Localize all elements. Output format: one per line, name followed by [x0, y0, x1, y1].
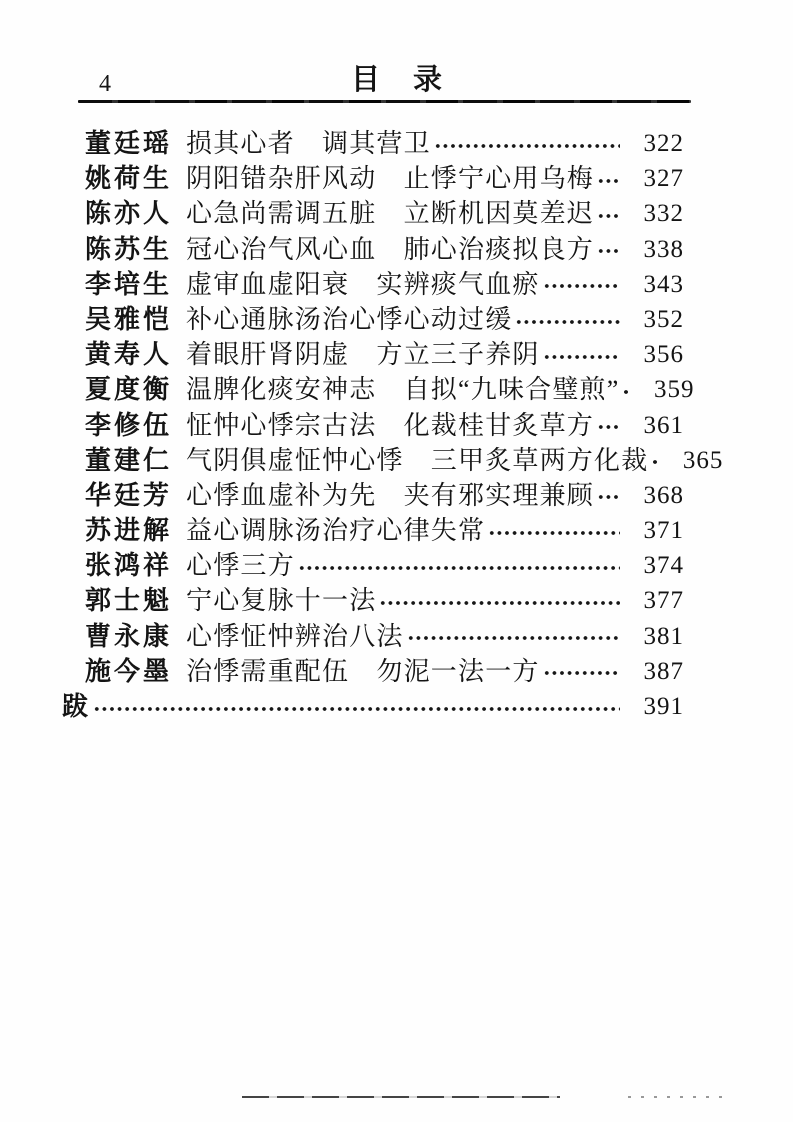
dot-leader — [597, 178, 620, 184]
toc-row — [62, 478, 684, 513]
dot-leader — [597, 494, 620, 500]
entry-title: 心急尚需调五脏 立断机因莫差迟 — [186, 199, 595, 229]
entry-title: 宁心复脉十一法 — [186, 586, 377, 616]
dot-leader — [379, 600, 620, 606]
dot-leader — [434, 143, 620, 149]
dot-leader — [597, 248, 620, 254]
entry-page-number: 371 — [643, 517, 684, 545]
author-name: 夏度衡 — [85, 375, 173, 405]
dot-leader — [622, 389, 630, 395]
entry-page-number: 352 — [643, 305, 684, 333]
author-name: 董廷瑶 — [85, 129, 173, 158]
toc-row — [62, 513, 684, 548]
entry-page-number: 343 — [643, 270, 684, 298]
entry-title: 治悸需重配伍 勿泥一法一方 — [186, 656, 540, 686]
dot-leader — [543, 283, 620, 289]
toc-row — [62, 689, 684, 724]
entry-title: 着眼肝肾阴虚 方立三子养阴 — [186, 340, 540, 370]
toc-row — [62, 232, 684, 267]
entry-title: 益心调脉汤治疗心律失常 — [186, 516, 486, 546]
entry-title: 气阴俱虚怔忡心悸 三甲炙草两方化裁 — [186, 445, 649, 475]
dot-leader — [651, 459, 659, 465]
dot-leader — [407, 635, 620, 641]
author-name: 郭士魁 — [85, 586, 173, 616]
toc-row — [62, 654, 684, 689]
dot-leader — [515, 319, 620, 325]
footer-scan-artifact-line — [242, 1096, 560, 1098]
entry-page-number: 338 — [643, 235, 684, 263]
toc-row — [62, 267, 684, 302]
dot-leader — [488, 530, 620, 536]
entry-title: 损其心者 调其营卫 — [186, 129, 431, 158]
author-name: 苏进解 — [85, 516, 173, 546]
entry-page-number: 332 — [643, 200, 684, 228]
toc-row — [62, 619, 684, 654]
entry-page-number: 374 — [643, 552, 684, 580]
author-name: 陈苏生 — [85, 234, 173, 264]
dot-leader — [298, 565, 620, 571]
entry-title: 温脾化痰安神志 自拟“九味合璧煎” — [186, 375, 620, 405]
dot-leader — [597, 424, 620, 430]
entry-page-number: 381 — [643, 622, 684, 650]
entry-title: 心悸血虚补为先 夹有邪实理兼顾 — [186, 480, 595, 510]
entry-title: 补心通脉汤治心悸心动过缓 — [186, 304, 513, 334]
entry-page-number: 387 — [643, 657, 684, 685]
toc-row — [62, 161, 684, 196]
toc-row — [62, 196, 684, 231]
author-name: 李修伍 — [85, 410, 173, 440]
toc-row — [62, 583, 684, 618]
dot-leader — [93, 706, 620, 712]
author-name: 跋 — [62, 692, 89, 721]
entry-page-number: 322 — [643, 130, 684, 157]
dot-leader — [543, 670, 620, 676]
author-name: 吴雅恺 — [85, 304, 173, 334]
entry-page-number: 361 — [643, 411, 684, 439]
toc-row — [62, 443, 724, 478]
entry-title: 冠心治气风心血 肺心治痰拟良方 — [186, 234, 595, 264]
toc-row — [62, 372, 695, 407]
author-name: 黄寿人 — [85, 340, 173, 370]
author-name: 施今墨 — [85, 656, 173, 686]
page-title: 目 录 — [351, 64, 445, 96]
toc-list — [62, 126, 724, 724]
author-name: 陈亦人 — [85, 199, 173, 229]
folio-page-number: 4 — [99, 71, 111, 97]
author-name: 李培生 — [85, 269, 173, 299]
toc-row — [62, 302, 684, 337]
toc-row — [62, 408, 684, 443]
entry-page-number: 391 — [643, 693, 684, 720]
entry-page-number: 368 — [643, 481, 684, 509]
author-name: 曹永康 — [85, 621, 173, 651]
entry-page-number: 327 — [643, 165, 684, 193]
dot-leader — [597, 213, 620, 219]
toc-row — [62, 548, 684, 583]
toc-row — [62, 337, 684, 372]
author-name: 董建仁 — [85, 445, 173, 475]
entry-title: 心悸怔忡辨治八法 — [186, 621, 404, 651]
toc-row — [62, 126, 684, 161]
footer-scan-artifact-specks — [628, 1096, 724, 1098]
author-name: 华廷芳 — [85, 480, 173, 510]
entry-page-number: 377 — [643, 587, 684, 615]
author-name: 张鸿祥 — [85, 551, 173, 581]
header-rule — [78, 100, 691, 103]
entry-page-number: 356 — [643, 341, 684, 369]
author-name: 姚荷生 — [85, 164, 173, 194]
entry-title: 心悸三方 — [186, 551, 295, 581]
entry-title: 怔忡心悸宗古法 化裁桂甘炙草方 — [186, 410, 595, 440]
entry-title: 虚审血虚阳衰 实辨痰气血瘀 — [186, 269, 540, 299]
entry-title: 阴阳错杂肝风动 止悸宁心用乌梅 — [186, 164, 595, 194]
entry-page-number: 365 — [682, 446, 724, 474]
entry-page-number: 359 — [653, 376, 695, 404]
dot-leader — [543, 354, 620, 360]
